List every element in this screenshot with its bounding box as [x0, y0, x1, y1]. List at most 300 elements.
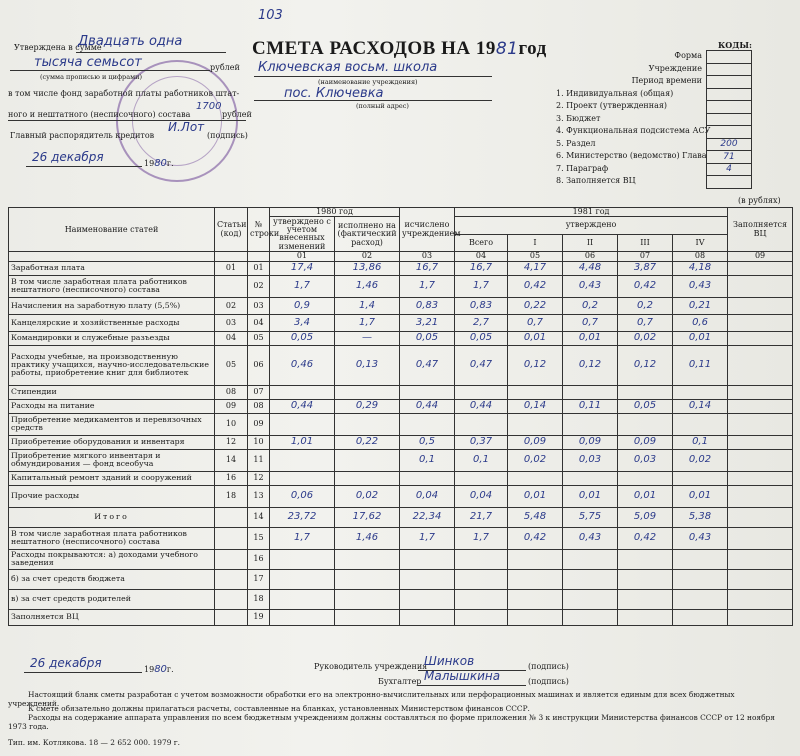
cell-value: 1,46	[335, 275, 400, 297]
row-line-number: 07	[248, 385, 270, 399]
col-num: 01	[270, 252, 335, 261]
institution-caption: (наименование учреждения)	[318, 78, 418, 86]
manager-signature: И.Лот	[168, 120, 205, 134]
row-name: Итого	[9, 507, 215, 527]
row-name: Заработная плата	[9, 261, 215, 275]
cell-value	[673, 413, 728, 435]
table-row	[9, 527, 793, 549]
cell-value: 0,02	[618, 331, 673, 345]
col-num: 02	[335, 252, 400, 261]
col-head-approved: утверждено	[455, 217, 728, 235]
approved-sum-words-1: Двадцать одна	[78, 34, 183, 49]
address-caption: (полный адрес)	[356, 102, 409, 110]
cell-value: 0,01	[508, 485, 563, 507]
row-name: Расходы покрываются: а) доходами учебного заведения	[9, 549, 215, 569]
row-name: Приобретение оборудования и инвентаря	[9, 435, 215, 449]
row-name: Прочие расходы	[9, 485, 215, 507]
codes-title: КОДЫ:	[718, 40, 752, 50]
cell-value: 13,86	[335, 261, 400, 275]
row-line-number: 04	[248, 314, 270, 331]
cell-vc	[728, 297, 793, 314]
cell-value	[335, 589, 400, 609]
wage-fund-label-2: ного и нештатного (несписочного) состава	[8, 110, 191, 119]
table-row	[9, 485, 793, 507]
cell-value: 0,43	[673, 275, 728, 297]
code-value: 4	[707, 163, 752, 176]
row-line-number: 15	[248, 527, 270, 549]
row-article-code: 14	[215, 449, 248, 471]
col-num: 05	[508, 252, 563, 261]
row-article-code: 08	[215, 385, 248, 399]
cell-value: 0,37	[455, 435, 508, 449]
cell-value: 0,01	[673, 485, 728, 507]
cell-value	[673, 385, 728, 399]
col-head-year1-actual: исполнено на (фактический расход)	[335, 217, 400, 252]
cell-value: 16,7	[455, 261, 508, 275]
cell-value: 5,48	[508, 507, 563, 527]
printer-imprint: Тип. им. Котлякова. 18 — 2 652 000. 1979 г.	[8, 738, 180, 747]
col-head-calculated: исчислено учреждением	[400, 208, 455, 252]
table-row	[9, 449, 793, 471]
cell-value: 0,11	[673, 345, 728, 385]
col-num: 06	[563, 252, 618, 261]
cell-value: 1,7	[400, 275, 455, 297]
cell-value	[335, 471, 400, 485]
cell-value: 0,01	[618, 485, 673, 507]
footer-note-1: Настоящий бланк сметы разработан с учетом возможности обработки его на электронно-вычислительных или перфорационных машинах и является единым для всех бюджетных учреждений.	[8, 690, 735, 708]
cell-vc	[728, 485, 793, 507]
cell-value: 0,04	[400, 485, 455, 507]
cell-value: 0,03	[618, 449, 673, 471]
cell-vc	[728, 314, 793, 331]
cell-vc	[728, 549, 793, 569]
cell-value: 5,38	[673, 507, 728, 527]
cell-value	[400, 385, 455, 399]
cell-value: 0,43	[563, 527, 618, 549]
cell-value	[508, 569, 563, 589]
cell-value	[400, 569, 455, 589]
row-article-code: 12	[215, 435, 248, 449]
cell-value	[618, 549, 673, 569]
col-head-vc: Заполняется ВЦ	[728, 208, 793, 252]
cell-value	[508, 549, 563, 569]
row-article-code	[215, 507, 248, 527]
cell-value: 0,21	[673, 297, 728, 314]
row-name: Расходы на питание	[9, 399, 215, 413]
cell-value: 1,7	[455, 275, 508, 297]
row-line-number: 16	[248, 549, 270, 569]
row-line-number: 05	[248, 331, 270, 345]
cell-value	[508, 589, 563, 609]
row-article-code: 01	[215, 261, 248, 275]
row-article-code	[215, 609, 248, 625]
head-label: Руководитель учреждения	[314, 662, 428, 671]
cell-value	[335, 385, 400, 399]
cell-value: 0,7	[563, 314, 618, 331]
currency-note: (в рублях)	[738, 196, 781, 205]
code-value: 200	[707, 138, 752, 151]
manager-label: Главный распорядитель кредитов	[10, 131, 155, 140]
code-label: Форма	[674, 51, 702, 60]
cell-value	[270, 569, 335, 589]
cell-value: 5,09	[618, 507, 673, 527]
cell-value: 0,12	[508, 345, 563, 385]
cell-value: 0,43	[563, 275, 618, 297]
table-row	[9, 275, 793, 297]
cell-value	[335, 549, 400, 569]
col-head-q3: III	[618, 234, 673, 252]
cell-value	[508, 413, 563, 435]
cell-value	[400, 589, 455, 609]
row-line-number: 14	[248, 507, 270, 527]
cell-value: 0,02	[508, 449, 563, 471]
cell-value: 17,4	[270, 261, 335, 275]
cell-value: 0,46	[270, 345, 335, 385]
row-article-code: 10	[215, 413, 248, 435]
cell-value	[400, 549, 455, 569]
cell-value	[455, 549, 508, 569]
cell-value: 1,46	[335, 527, 400, 549]
cell-value: 0,42	[508, 275, 563, 297]
sum-note: (сумма прописью и цифрами)	[40, 73, 142, 81]
row-article-code: 09	[215, 399, 248, 413]
row-line-number: 12	[248, 471, 270, 485]
cell-value: 0,42	[508, 527, 563, 549]
cell-value: 0,7	[508, 314, 563, 331]
cell-value	[270, 549, 335, 569]
table-row	[9, 314, 793, 331]
row-name: Канцелярские и хозяйственные расходы	[9, 314, 215, 331]
accountant-signature: Малышкина	[424, 669, 501, 683]
code-value: 71	[707, 151, 752, 164]
rubles-label-2: рублей	[222, 110, 252, 119]
cell-value: 0,1	[455, 449, 508, 471]
row-article-code: 16	[215, 471, 248, 485]
cell-value: 0,42	[618, 527, 673, 549]
row-article-code	[215, 275, 248, 297]
cell-value: 0,05	[455, 331, 508, 345]
cell-value: 0,47	[400, 345, 455, 385]
cell-value	[455, 589, 508, 609]
row-line-number: 11	[248, 449, 270, 471]
code-value	[707, 51, 752, 64]
table-row	[9, 549, 793, 569]
row-line-number: 02	[248, 275, 270, 297]
cell-value: 22,34	[400, 507, 455, 527]
cell-value: 0,83	[455, 297, 508, 314]
code-label: 3. Бюджет	[556, 113, 601, 123]
cell-value: 1,4	[335, 297, 400, 314]
row-name: Приобретение медикаментов и перевязочных средств	[9, 413, 215, 435]
cell-value: 0,09	[563, 435, 618, 449]
code-label: 1. Индивидуальная (общая)	[556, 88, 674, 98]
cell-value: 0,47	[455, 345, 508, 385]
table-row	[9, 507, 793, 527]
cell-value: 3,87	[618, 261, 673, 275]
footer-note-3: Расходы на содержание аппарата управления по всем бюджетным учреждениям должны составляться по форме приложения № 3 к инструкции Министерства финансов СССР от 12 ноября 1973 года.	[8, 713, 775, 731]
row-article-code: 03	[215, 314, 248, 331]
code-label: 4. Функциональная подсистема АСУ	[556, 126, 711, 135]
approval-date: 26 декабря	[32, 150, 104, 164]
cell-value: 0,42	[618, 275, 673, 297]
row-article-code: 02	[215, 297, 248, 314]
approved-label: Утверждена в сумме	[14, 43, 102, 52]
row-name: Начисления на заработную плату (5,5%)	[9, 297, 215, 314]
cell-value	[270, 413, 335, 435]
cell-value: 4,17	[508, 261, 563, 275]
cell-value	[335, 569, 400, 589]
table-row	[9, 569, 793, 589]
cell-value: 23,72	[270, 507, 335, 527]
cell-value: 0,5	[400, 435, 455, 449]
cell-vc	[728, 569, 793, 589]
cell-value: 0,06	[270, 485, 335, 507]
row-article-code	[215, 549, 248, 569]
cell-value: 1,7	[400, 527, 455, 549]
code-label: Период времени	[631, 76, 702, 85]
cell-value	[270, 449, 335, 471]
code-label: 6. Министерство (ведомство) Глава	[556, 151, 707, 160]
cell-value: 0,13	[335, 345, 400, 385]
row-name: б) за счет средств бюджета	[9, 569, 215, 589]
cell-value	[563, 471, 618, 485]
cell-value: 0,02	[673, 449, 728, 471]
accountant-label: Бухгалтер	[378, 677, 422, 686]
row-line-number: 09	[248, 413, 270, 435]
cell-value: 0,01	[563, 331, 618, 345]
cell-value: 0,09	[618, 435, 673, 449]
col-head-q2: II	[563, 234, 618, 252]
row-name: В том числе заработная плата работников нештатного (несписочного) состава	[9, 527, 215, 549]
row-line-number: 06	[248, 345, 270, 385]
cell-value	[618, 589, 673, 609]
cell-value	[673, 471, 728, 485]
code-label: 8. Заполняется ВЦ	[556, 176, 636, 185]
head-sign-caption: (подпись)	[528, 662, 569, 671]
row-name: В том числе заработная плата работников нештатного (несписочного) состава	[9, 275, 215, 297]
row-name: Приобретение мягкого инвентаря и обмундирования — фонд всеобуча	[9, 449, 215, 471]
cell-value: 0,14	[508, 399, 563, 413]
cell-value: 0,2	[563, 297, 618, 314]
row-line-number: 19	[248, 609, 270, 625]
institution-name: Ключевская восьм. школа	[258, 60, 438, 75]
cell-value: 0,6	[673, 314, 728, 331]
code-value	[707, 101, 752, 114]
cell-value	[270, 609, 335, 625]
row-line-number: 08	[248, 399, 270, 413]
cell-value	[618, 413, 673, 435]
cell-value: 21,7	[455, 507, 508, 527]
cell-value: 0,44	[400, 399, 455, 413]
cell-value: 0,44	[455, 399, 508, 413]
row-article-code	[215, 527, 248, 549]
accountant-sign-caption: (подпись)	[528, 677, 569, 686]
table-row	[9, 589, 793, 609]
wage-fund-amount: 1700	[196, 101, 222, 112]
cell-value: 0,02	[335, 485, 400, 507]
cell-value: 3,21	[400, 314, 455, 331]
approved-sum-words-2: тысяча семьсот	[34, 55, 142, 70]
cell-value: 0,04	[455, 485, 508, 507]
cell-value	[455, 413, 508, 435]
col-head-year2: 1981 год	[455, 208, 728, 217]
cell-vc	[728, 261, 793, 275]
cell-value: 0,83	[400, 297, 455, 314]
cell-value	[335, 413, 400, 435]
row-name: Капитальный ремонт зданий и сооружений	[9, 471, 215, 485]
head-signature: Шинков	[424, 654, 475, 668]
rubles-label: рублей	[210, 63, 240, 72]
cell-value: 0,22	[508, 297, 563, 314]
cell-value: 3,4	[270, 314, 335, 331]
cell-value: 0,43	[673, 527, 728, 549]
cell-value: 1,01	[270, 435, 335, 449]
cell-value	[673, 609, 728, 625]
footer-date: 26 декабря	[30, 656, 102, 670]
cell-value: 0,29	[335, 399, 400, 413]
wage-fund-label: в том числе фонд заработной платы работников штат-	[8, 89, 240, 98]
col-head-q1: I	[508, 234, 563, 252]
cell-value: 0,01	[673, 331, 728, 345]
cell-value: 0,9	[270, 297, 335, 314]
cell-value	[335, 609, 400, 625]
footer-year: 1980г.	[144, 664, 174, 675]
cell-value	[563, 569, 618, 589]
cell-value: 4,48	[563, 261, 618, 275]
row-article-code: 04	[215, 331, 248, 345]
cell-value: 0,05	[270, 331, 335, 345]
cell-value: 0,03	[563, 449, 618, 471]
row-line-number: 13	[248, 485, 270, 507]
row-line-number: 17	[248, 569, 270, 589]
cell-value	[400, 609, 455, 625]
cell-value: 0,7	[618, 314, 673, 331]
cell-value: 1,7	[270, 527, 335, 549]
code-value	[707, 176, 752, 189]
cell-value	[508, 385, 563, 399]
col-head-article: Статьи (код)	[215, 208, 248, 252]
cell-vc	[728, 609, 793, 625]
col-num: 09	[728, 252, 793, 261]
row-name: Стипендии	[9, 385, 215, 399]
cell-value	[270, 471, 335, 485]
code-value	[707, 63, 752, 76]
code-value	[707, 126, 752, 139]
col-num: 03	[400, 252, 455, 261]
col-head-year1: 1980 год	[270, 208, 400, 217]
code-value	[707, 88, 752, 101]
cell-value	[455, 569, 508, 589]
cell-value	[508, 609, 563, 625]
cell-value: 0,14	[673, 399, 728, 413]
row-line-number: 10	[248, 435, 270, 449]
cell-vc	[728, 345, 793, 385]
cell-vc	[728, 399, 793, 413]
cell-value	[618, 609, 673, 625]
cell-value: 1,7	[455, 527, 508, 549]
cell-value	[400, 471, 455, 485]
cell-value	[673, 589, 728, 609]
cell-value	[563, 609, 618, 625]
cell-value	[673, 549, 728, 569]
cell-vc	[728, 449, 793, 471]
cell-value	[618, 569, 673, 589]
cell-value: 0,05	[618, 399, 673, 413]
col-head-name: Наименование статей	[9, 208, 215, 252]
row-article-code	[215, 569, 248, 589]
cell-value	[563, 413, 618, 435]
expense-table	[8, 207, 793, 626]
row-article-code: 18	[215, 485, 248, 507]
cell-value: 0,44	[270, 399, 335, 413]
table-row	[9, 297, 793, 314]
signature-caption: (подпись)	[207, 131, 248, 140]
table-row	[9, 435, 793, 449]
cell-value	[335, 449, 400, 471]
cell-value	[270, 589, 335, 609]
cell-value	[563, 385, 618, 399]
cell-value	[455, 609, 508, 625]
cell-vc	[728, 275, 793, 297]
col-num: 08	[673, 252, 728, 261]
col-num: 07	[618, 252, 673, 261]
cell-value: 0,01	[508, 331, 563, 345]
cell-vc	[728, 507, 793, 527]
cell-value	[618, 385, 673, 399]
cell-vc	[728, 589, 793, 609]
footer-note-2: К смете обязательно должны прилагаться расчеты, составленные на бланках, установленных Министерством финансов СССР.	[28, 704, 530, 713]
cell-value: 4,18	[673, 261, 728, 275]
cell-value	[508, 471, 563, 485]
code-label: Учреждение	[648, 63, 702, 73]
cell-value	[455, 471, 508, 485]
row-line-number: 01	[248, 261, 270, 275]
code-label: 2. Проект (утвержденная)	[556, 101, 668, 110]
cell-value: 17,62	[335, 507, 400, 527]
row-article-code	[215, 589, 248, 609]
cell-value	[455, 385, 508, 399]
cell-value: 0,09	[508, 435, 563, 449]
cell-value: 1,7	[270, 275, 335, 297]
cell-vc	[728, 471, 793, 485]
col-num: 04	[455, 252, 508, 261]
cell-value: 0,12	[618, 345, 673, 385]
cell-value	[270, 385, 335, 399]
cell-value: 2,7	[455, 314, 508, 331]
cell-value	[400, 413, 455, 435]
table-row	[9, 331, 793, 345]
cell-value: 0,11	[563, 399, 618, 413]
row-name: Командировки и служебные разъезды	[9, 331, 215, 345]
col-head-year1-approved: утверждено с учетом внесенных изменений	[270, 217, 335, 252]
institution-address: пос. Ключевка	[284, 86, 384, 101]
cell-vc	[728, 331, 793, 345]
cell-vc	[728, 435, 793, 449]
cell-vc	[728, 385, 793, 399]
codes-table	[706, 50, 752, 189]
table-row	[9, 413, 793, 435]
cell-vc	[728, 527, 793, 549]
cell-value: 1,7	[335, 314, 400, 331]
cell-value: 5,75	[563, 507, 618, 527]
cell-value: 0,1	[673, 435, 728, 449]
doc-number: 103	[258, 8, 283, 23]
code-label: 5. Раздел	[556, 138, 596, 148]
cell-value: 16,7	[400, 261, 455, 275]
code-label: 7. Параграф	[556, 163, 609, 173]
col-head-total: Всего	[455, 234, 508, 252]
page-title: СМЕТА РАСХОДОВ НА 1981год	[252, 38, 547, 59]
